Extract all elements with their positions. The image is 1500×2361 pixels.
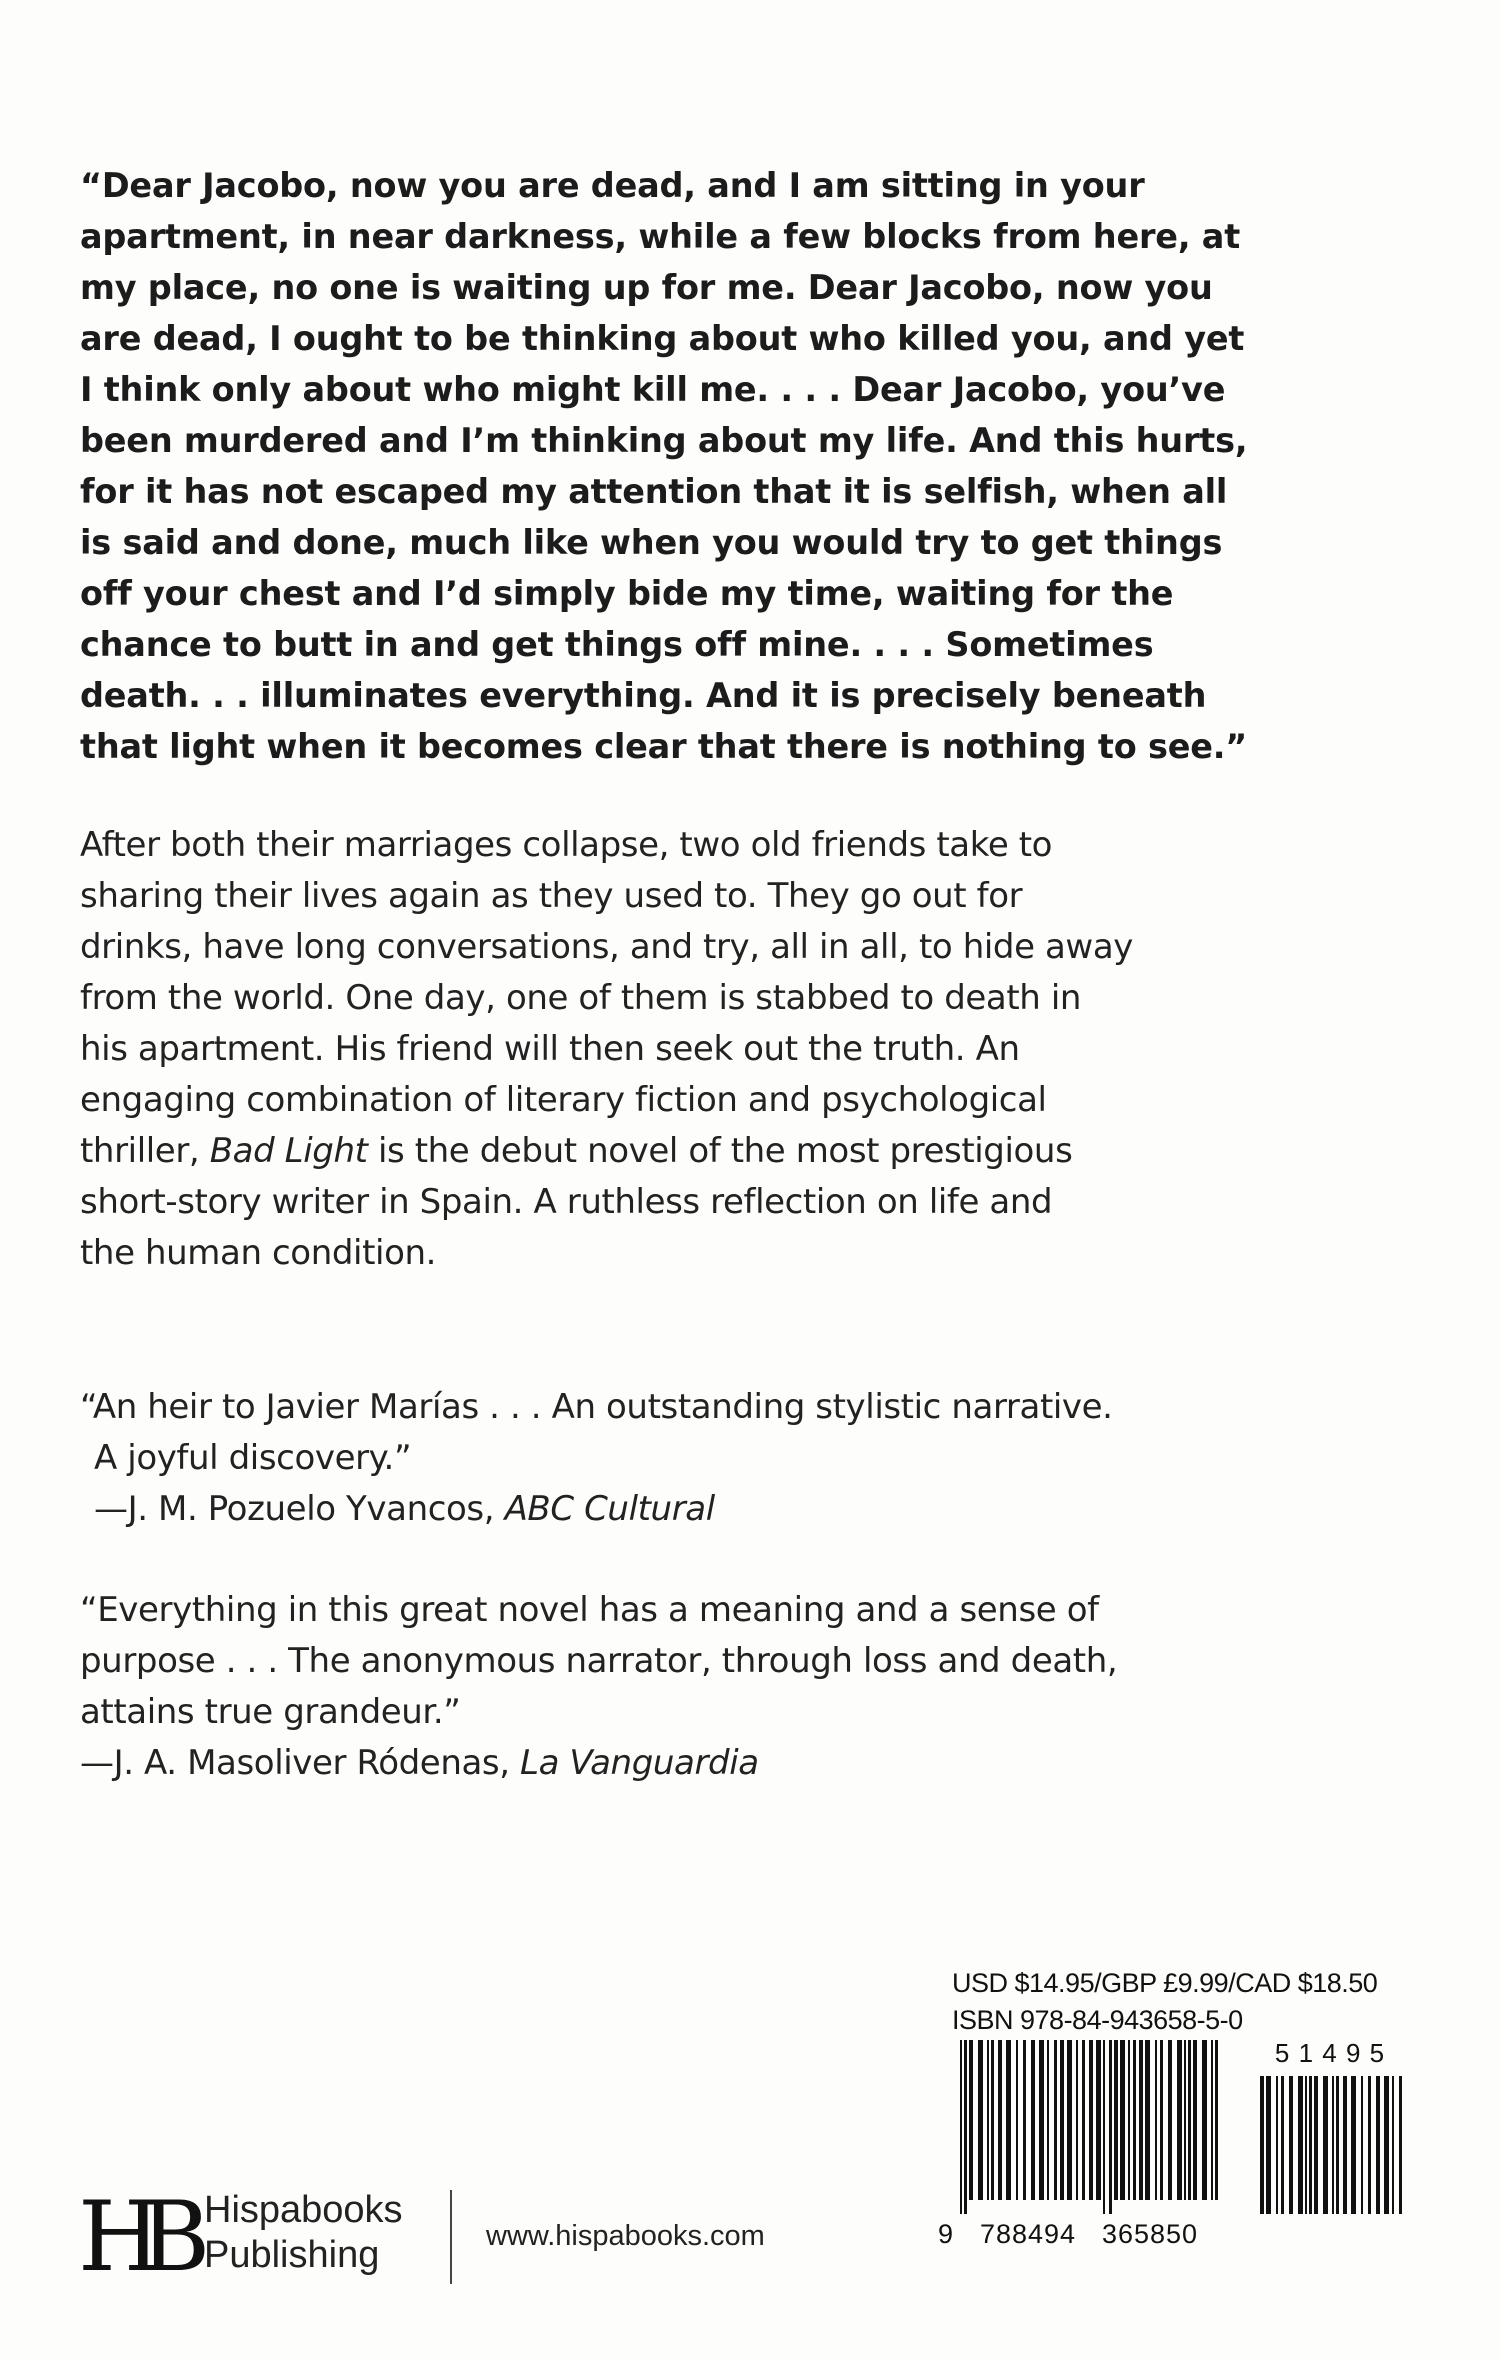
barcode-bar [991,2040,994,2200]
logo-divider [450,2190,452,2284]
barcode-bar [1160,2040,1163,2200]
barcode-right-digits: 365850 [1101,2219,1199,2249]
barcode-bar [1399,2076,1402,2214]
barcode-bar [1089,2040,1093,2200]
barcode-bar [969,2040,973,2200]
barcode-bar [964,2040,967,2214]
barcode-bar [1155,2040,1157,2200]
barcode-bar [1016,2040,1018,2200]
barcode-bar [1184,2040,1186,2200]
barcode-bar [1103,2040,1105,2214]
excerpt-quote [80,160,1260,772]
barcode-bar [1067,2040,1072,2200]
description-line: from the world. One day, one of them is stabbed to death in [80,978,1082,1018]
excerpt-line: chance to butt in and get things off mine. . . . Sometimes [80,625,1154,664]
barcode-bar [1031,2040,1035,2200]
excerpt-line: death. . . illuminates everything. And it is precisely beneath [80,676,1207,715]
review-attribution [80,1738,1280,1789]
publisher-name-line1: Hispabooks [204,2189,403,2231]
description-text: is the debut novel of the most prestigious [367,1131,1073,1171]
review-text: A joyful discovery.” [94,1438,412,1478]
barcode-bar [1211,2040,1213,2200]
barcode-bar [1139,2040,1143,2200]
barcode-bar [1096,2040,1101,2200]
description-line [80,1126,1210,1177]
excerpt-line: my place, no one is waiting up for me. Dear Jacobo, now you [80,268,1213,307]
description-line: short-story writer in Spain. A ruthless reflection on life and [80,1182,1053,1222]
description-line: engaging combination of literary fiction and psychological [80,1080,1047,1120]
barcode-bar [1361,2076,1363,2214]
barcode-bar [1215,2040,1218,2200]
main-barcode-bars [960,2040,1218,2214]
addon-barcode-bars [1260,2076,1402,2214]
review-text: purpose . . . The anonymous narrator, through loss and death, [80,1641,1118,1681]
review-attribution [80,1484,1280,1535]
reviewer-name: —J. A. Masoliver Ródenas, [80,1743,521,1783]
barcode-bar [1260,2076,1264,2214]
description-text: thriller, [80,1131,210,1171]
barcode-bar [1076,2040,1078,2200]
barcode-bar [1193,2040,1197,2200]
isbn-label: ISBN 978-84-943658-5-0 [952,2005,1243,2035]
barcode-bar [1376,2076,1380,2214]
hb-logo-icon: HB [78,2181,189,2293]
barcode-bar [1323,2076,1328,2214]
barcode-bar [1368,2076,1371,2214]
review-text: “An heir to Javier Marías . . . An outstanding stylistic narrative. [80,1387,1113,1427]
book-title: Bad Light [209,1131,368,1171]
addon-digits: 5 1 4 9 5 [1274,2038,1386,2068]
excerpt-line: apartment, in near darkness, while a few blocks from here, at [80,217,1241,256]
description-line: sharing their lives again as they used to. They go out for [80,876,1023,916]
barcode-bar [1305,2076,1307,2214]
publisher-website-link[interactable]: www.hispabooks.com [486,2220,765,2252]
book-description [80,820,1210,1279]
excerpt-line: I think only about who might kill me. . . . Dear Jacobo, you’ve [80,370,1226,409]
barcode-bar [1177,2040,1182,2200]
excerpt-line: are dead, I ought to be thinking about who killed you, and yet [80,319,1245,358]
barcode-bar [1266,2076,1271,2214]
barcode-bar [1047,2040,1049,2200]
barcode-bar [998,2040,1002,2200]
barcode-bar [1298,2076,1303,2214]
barcode-left-digits: 788494 [979,2219,1077,2249]
barcode-bar [1332,2076,1334,2214]
review-masoliver [80,1585,1280,1789]
publisher-logo [78,2181,765,2293]
barcode-bar [1082,2040,1085,2200]
description-line: his apartment. His friend will then seek out the truth. An [80,1029,1020,1069]
price-label: USD $14.95/GBP £9.99/CAD $18.50 [952,1968,1378,1998]
excerpt-line: “Dear Jacobo, now you are dead, and I am sitting in your [80,166,1145,205]
barcode-bar [1054,2040,1057,2200]
barcode-bar [1145,2040,1150,2200]
publisher-name [204,2188,403,2278]
barcode-bar [978,2040,983,2200]
review-text: attains true grandeur.” [80,1692,461,1732]
excerpt-line: for it has not escaped my attention that it is selfish, when all [80,472,1228,511]
excerpt-line: off your chest and I’d simply bide my time, waiting for the [80,574,1174,613]
description-line: the human condition. [80,1233,437,1273]
barcode-bar [1168,2040,1172,2200]
barcode-bar [1114,2040,1118,2200]
barcode-first-digit: 9 [938,2219,954,2249]
reviewer-name: —J. M. Pozuelo Yvancos, [94,1489,505,1529]
barcode-bar [1006,2040,1011,2200]
barcode-bar [1202,2040,1207,2200]
review-text: “Everything in this great novel has a meaning and a sense of [80,1590,1099,1630]
description-line: After both their marriages collapse, two old friends take to [80,825,1053,865]
barcode-bar [1392,2076,1394,2214]
barcode-bar [1336,2076,1339,2214]
review-pozuelo [80,1382,1280,1535]
barcode-bar [1120,2040,1125,2200]
barcode-bar [1281,2076,1284,2214]
review-source: ABC Cultural [504,1489,715,1529]
price-isbn-block [952,1965,1377,2039]
barcode-bar [1384,2076,1389,2214]
barcode-bar [1039,2040,1044,2200]
barcode-bar [1314,2076,1318,2214]
barcode-bar [1343,2076,1347,2214]
excerpt-line: that light when it becomes clear that there is nothing to see.” [80,727,1248,766]
barcode-bar [1023,2040,1026,2200]
isbn-barcode [940,2040,1420,2250]
barcode-bar [960,2040,962,2214]
review-source: La Vanguardia [520,1743,759,1783]
barcode-bar [1128,2040,1130,2200]
barcode-bar [1188,2040,1191,2200]
barcode-bar [987,2040,989,2200]
barcode-bar [1309,2076,1312,2214]
barcode-bar [1060,2040,1064,2200]
barcode-bar [1351,2076,1356,2214]
publisher-name-line2: Publishing [204,2234,380,2276]
barcode-bar [1109,2040,1112,2214]
excerpt-line: is said and done, much like when you would try to get things [80,523,1223,562]
barcode-bar [1133,2040,1136,2200]
barcode-bar [1289,2076,1293,2214]
barcode-bar [1276,2076,1278,2214]
description-line: drinks, have long conversations, and try, all in all, to hide away [80,927,1134,967]
excerpt-line: been murdered and I’m thinking about my life. And this hurts, [80,421,1248,460]
